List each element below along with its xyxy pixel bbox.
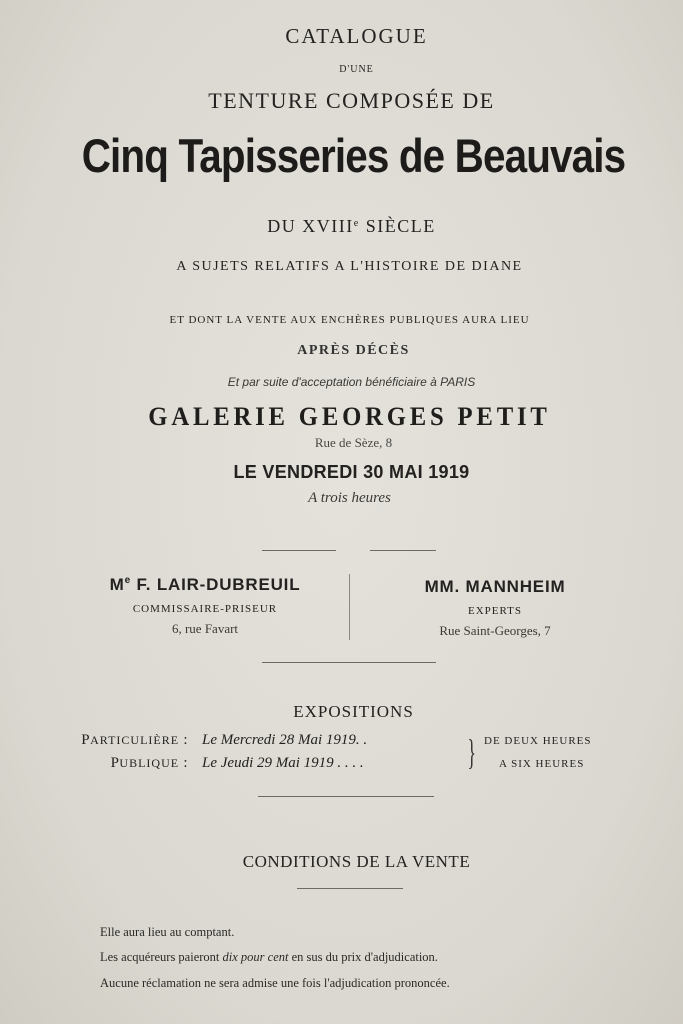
exposition-hours: A SIX HEURES [499,758,585,770]
main-title: Cinq Tapisseries de Beauvais [81,129,626,182]
label-colon: : [179,755,188,771]
condition-line-3: Aucune réclamation ne sera admise une fois l'adjudication prononcée. [100,976,450,990]
experts-name: MM. MANNHEIM [424,577,566,596]
divider-right [370,550,436,551]
exposition-date: Le Mercredi 28 Mai 1919. . [202,732,368,748]
exposition-label [81,732,188,749]
label-rest: UBLIQUE [119,756,180,770]
experts-block [360,577,630,639]
century-sup: e [353,218,360,229]
sale-time: A trois heures [308,490,391,506]
auctioneer-prefix: M [109,575,125,594]
dune-text: D'UNE [339,64,374,75]
experts-role: EXPERTS [467,605,522,617]
apres-deces: APRÈS DÉCÈS [297,343,410,358]
gallery-name: GALERIE GEORGES PETIT [148,402,551,431]
exposition-label [111,755,188,772]
condition-line-2-emphasis: dix pour cent [222,950,289,964]
catalogue-heading: CATALOGUE [285,24,428,48]
divider-officers [262,662,436,663]
auctioneer-name [60,575,350,595]
auctioneer-surname: F. LAIR-DUBREUIL [130,575,301,594]
century-line [10,216,683,237]
expositions-heading: EXPOSITIONS [293,702,414,721]
sale-date: LE VENDREDI 30 MAI 1919 [233,462,470,482]
exposition-hours: DE DEUX HEURES [484,735,592,747]
century-pre: DU XVIII [267,216,354,236]
auctioneer-prefix-sup: e [124,575,131,586]
tenture-heading: TENTURE COMPOSÉE DE [208,88,495,113]
condition-line-1: Elle aura lieu au comptant. [100,925,235,939]
label-initial: P [81,732,91,748]
divider-left [262,550,336,551]
gallery-address: Rue de Sèze, 8 [314,435,393,450]
auctioneer-address: 6, rue Favart [171,621,239,636]
label-rest: ARTICULIÈRE [90,733,180,747]
label-initial: P [110,755,120,771]
condition-line-2 [100,950,438,965]
auctioneer-block [60,575,350,637]
exposition-date: Le Jeudi 29 Mai 1919 . . . . [202,755,364,771]
condition-line-2-post: en sus du prix d'adjudication. [288,950,438,964]
column-separator [349,574,350,640]
experts-address: Rue Saint-Georges, 7 [439,623,551,638]
exposition-row-private [0,732,683,754]
subjects-line: A SUJETS RELATIFS A L'HISTOIRE DE DIANE [176,259,523,274]
condition-line-2-pre: Les acquéreurs paieront [100,950,223,964]
auctioneer-role: COMMISSAIRE-PRISEUR [132,603,278,615]
divider-conditions [297,888,403,889]
acceptance-note: Et par suite d'acceptation bénéficiaire à PARIS [227,375,476,389]
exposition-row-public [0,755,683,777]
sale-intro: ET DONT LA VENTE AUX ENCHÈRES PUBLIQUES AURA LIEU [169,314,530,326]
conditions-heading: CONDITIONS DE LA VENTE [242,852,471,871]
century-post: SIÈCLE [359,216,436,236]
brace-icon: } [467,732,476,772]
label-colon: : [179,732,188,748]
divider-expositions [258,796,434,797]
